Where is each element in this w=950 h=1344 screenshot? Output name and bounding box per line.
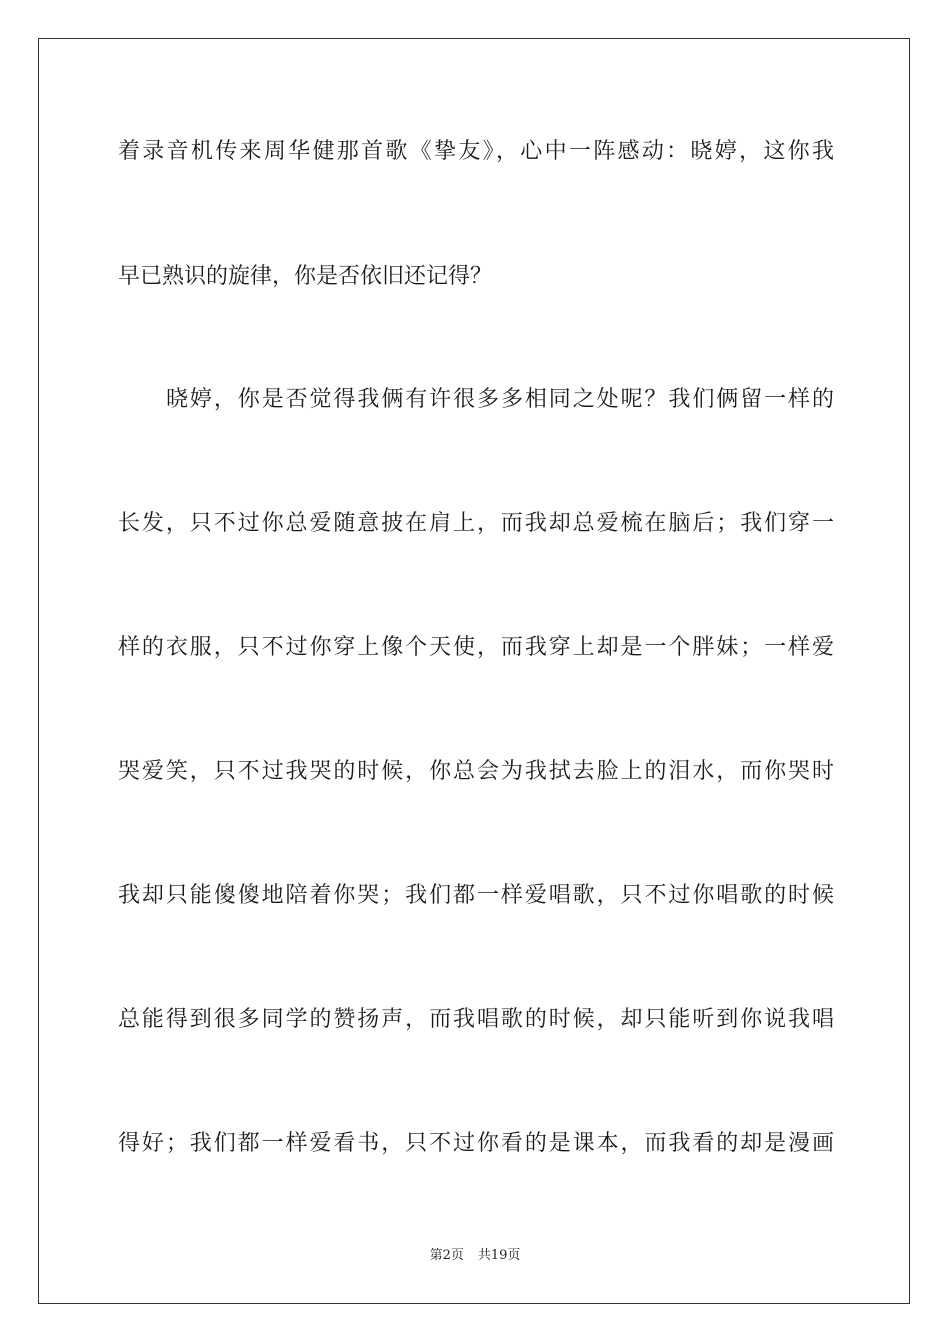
text-line: 总能得到很多同学的赞扬声，而我唱歌的时候，却只能听到你说我唱 xyxy=(118,1007,834,1032)
page-border xyxy=(38,38,910,1304)
page-footer xyxy=(0,1244,950,1263)
text-line: 得好；我们都一样爱看书，只不过你看的是课本，而我看的却是漫画 xyxy=(118,1131,834,1156)
text-line: 样的衣服，只不过你穿上像个天使，而我穿上却是一个胖妹；一样爱 xyxy=(118,635,834,660)
text-line: 着录音机传来周华健那首歌《挚友》，心中一阵感动：晓婷，这你我 xyxy=(118,139,834,164)
text-line: 我却只能傻傻地陪着你哭；我们都一样爱唱歌，只不过你唱歌的时候 xyxy=(118,883,834,908)
text-line: 长发，只不过你总爱随意披在肩上，而我却总爱梳在脑后；我们穿一 xyxy=(118,511,834,536)
page-number: 第2页 xyxy=(429,1248,464,1263)
page-total: 共19页 xyxy=(477,1248,521,1263)
paragraph-first-line: 晓婷，你是否觉得我俩有许很多多相同之处呢？我们俩留一样的 xyxy=(166,387,834,412)
text-line: 哭爱笑，只不过我哭的时候，你总会为我拭去脸上的泪水，而你哭时 xyxy=(118,759,834,784)
text-line: 早已熟识的旋律，你是否依旧还记得？ xyxy=(118,264,493,289)
